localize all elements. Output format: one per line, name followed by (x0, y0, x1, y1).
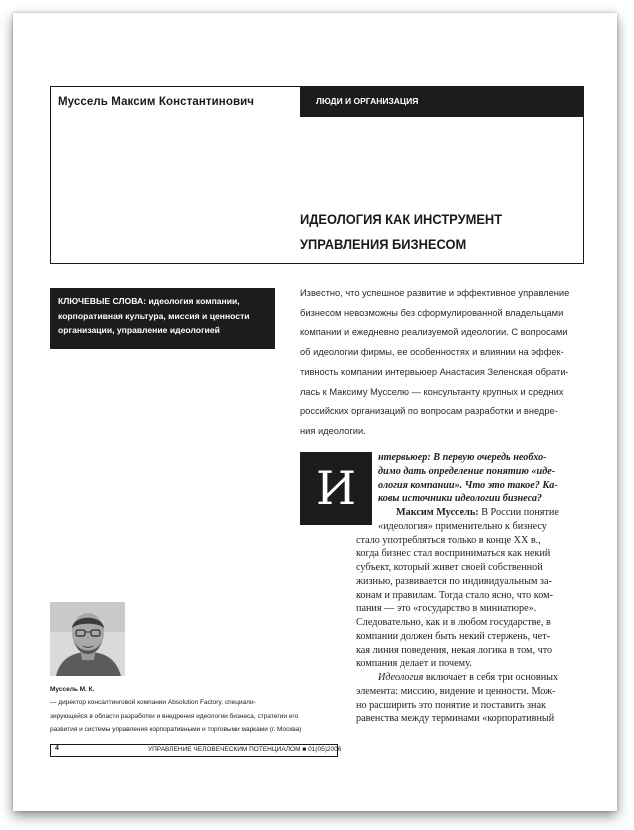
answer-first-rest: В России понятие (478, 507, 559, 518)
answer-line: субъект, который живет своей собственной (356, 562, 543, 573)
paragraph-2-rest: включает в себя три основных (423, 672, 559, 683)
paragraph-2-line: элемента: миссию, видение и ценности. Мож- (356, 685, 556, 697)
lead-line: об идеологии фирмы, ее особенностях и влиянии на эффек- (300, 347, 564, 358)
paragraph-2-first-line (356, 671, 586, 685)
caption-line-text: — директор консалтинговой компании Absolution Factory, специали- (50, 699, 256, 707)
author-photo (50, 602, 125, 676)
keywords-box (50, 288, 275, 349)
article-title (300, 207, 548, 257)
answer-line: стало употребляться только в конце XX в., (356, 534, 541, 546)
photo-caption (50, 683, 340, 737)
title-line-2: УПРАВЛЕНИЯ БИЗНЕСОМ (300, 236, 467, 252)
caption-name: Муссель М. К. (50, 686, 95, 693)
lead-line: тивность компании интервьюер Анастасия Зеленская обрати- (300, 366, 569, 377)
caption-line: развития и системы управления корпоративными и торговыми марками (г. Москва) (50, 726, 302, 734)
answer-line: пания — это «государство в миниатюре». (356, 603, 537, 615)
lead-line: бизнесом невозможны без сформулированной владельцами (300, 307, 564, 318)
drop-cap: И (300, 452, 372, 525)
answer-line: когда бизнес стал восприниматься как некий (356, 548, 551, 560)
keywords-label: КЛЮЧЕВЫЕ СЛОВА: (58, 296, 147, 306)
answer-line: компании должен быть некий стержень, чет- (356, 630, 551, 642)
answer-speaker: Максим Муссель: (396, 507, 479, 518)
answer-line: кая линия поведения, некая логика в том, что (356, 644, 553, 656)
lead-line: лась к Максиму Мусселю — консультанту крупных и средних (300, 386, 564, 397)
question-line: ковы источники идеологии бизнеса? (378, 493, 543, 505)
question-line: ология компании». Что это такое? Ка- (378, 479, 558, 491)
answer-first-line (356, 506, 586, 520)
answer-line: Следовательно, как и в любом государстве, в (356, 617, 551, 628)
question-line: димо дать определение понятию «иде- (378, 465, 556, 477)
lead-paragraph (300, 284, 584, 442)
keywords-text: идеология компании, корпоративная культура, миссия и ценности организации, управление идеологией (58, 296, 250, 335)
answer-line: «идеология» применительно к бизнесу (378, 520, 547, 532)
lead-line: ния идеологии. (300, 425, 366, 436)
paragraph-2-line: равенства между терминами «корпоративный (356, 713, 555, 725)
section-label: ЛЮДИ И ОРГАНИЗАЦИЯ (300, 86, 584, 117)
author-name: Муссель Максим Константинович (58, 96, 255, 108)
paragraph-2-line: но расширить это понятие и поставить знак (356, 699, 546, 711)
answer-line: конам и правилам. Тогда стало ясно, что ком- (356, 589, 553, 601)
author-portrait-image (50, 602, 125, 676)
lead-line: российских организаций по вопросам разработки и внедре- (300, 406, 558, 417)
lead-line: компании и ежедневно реализуемой идеологии. С вопросами (300, 327, 568, 338)
paragraph-2-term: Идеология (378, 672, 424, 683)
interview-body (356, 451, 586, 726)
page-number: 4 (55, 745, 59, 752)
journal-footer: УПРАВЛЕНИЕ ЧЕЛОВЕЧЕСКИМ ПОТЕНЦИАЛОМ ■ 01(05)2006 (148, 746, 342, 753)
answer-line: жизнью, развивается по индивидуальным за- (356, 575, 552, 587)
caption-line (50, 683, 340, 710)
lead-line: Известно, что успешное развитие и эффективное управление (300, 288, 570, 298)
caption-line: зирующейся в области разработки и внедрения идеологии бизнеса, стратегии его (50, 712, 299, 720)
title-line-1: ИДЕОЛОГИЯ КАК ИНСТРУМЕНТ (300, 211, 503, 227)
question-line: нтервьюер: В первую очередь необхо- (378, 452, 547, 463)
answer-line: компания делает и почему. (356, 658, 472, 670)
